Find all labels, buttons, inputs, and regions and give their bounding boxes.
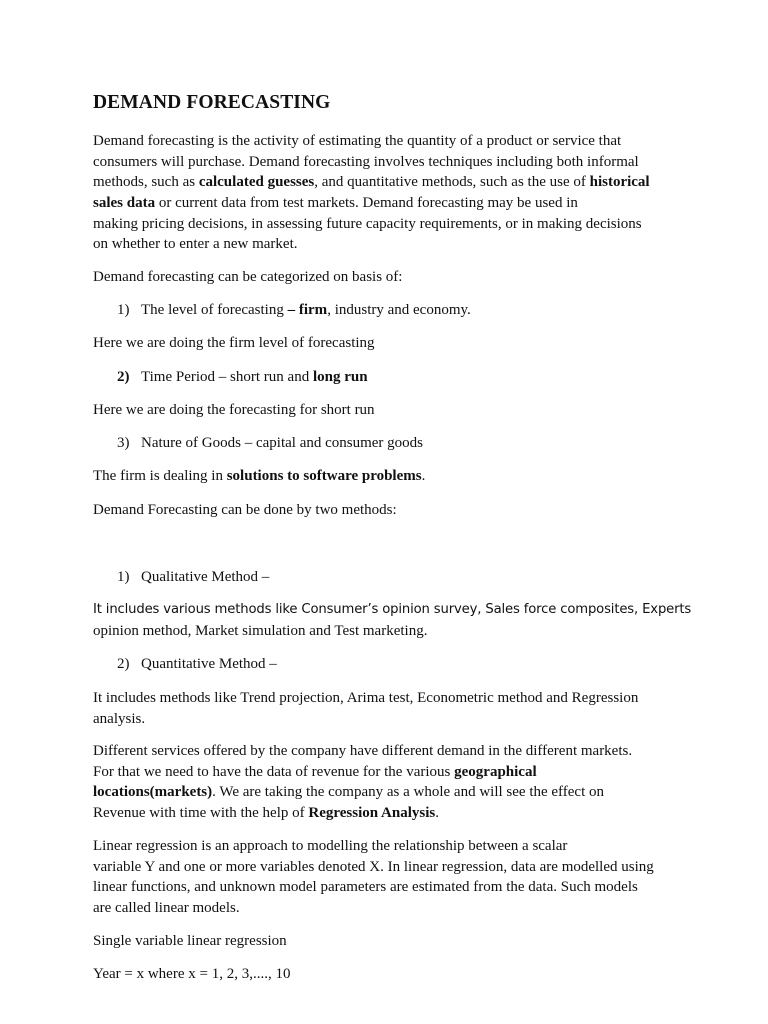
basis-item: 2) Time Period – short run and long run bbox=[117, 369, 368, 385]
text-line: variable Y and one or more variables denoted X. In linear regression, data are modelled using bbox=[93, 858, 654, 875]
text-line: Linear regression is an approach to modelling the relationship between a scalar bbox=[93, 838, 568, 854]
text-line: sales data or current data from test markets. Demand forecasting may be used in bbox=[93, 195, 578, 212]
text-line: locations(markets). We are taking the company as a whole and will see the effect on bbox=[93, 784, 605, 801]
quantitative-paragraph bbox=[93, 688, 683, 729]
bold-term: calculated guesses bbox=[198, 174, 315, 191]
linear-regression-paragraph bbox=[93, 836, 683, 919]
firm-level-paragraph: Here we are doing the firm level of forecasting bbox=[93, 335, 375, 351]
bold-term: Regression Analysis bbox=[308, 805, 436, 822]
text-line: It includes various methods like Consumer’s opinion survey, Sales force composites, Experts bbox=[93, 602, 692, 617]
bold-term: historical bbox=[589, 174, 650, 191]
qualitative-paragraph bbox=[93, 600, 692, 641]
method-item: 1) Qualitative Method – bbox=[117, 569, 270, 585]
intro-paragraph bbox=[93, 131, 683, 255]
text-line: methods, such as calculated guesses, and quantitative methods, such as the use of historical bbox=[93, 174, 650, 191]
categorized-paragraph: Demand forecasting can be categorized on basis of: bbox=[93, 269, 403, 285]
text-line: making pricing decisions, in assessing future capacity requirements, or in making decisions bbox=[93, 215, 642, 232]
page-title: DEMAND FORECASTING bbox=[93, 92, 331, 113]
services-paragraph bbox=[93, 741, 683, 824]
text-line: Demand forecasting is the activity of estimating the quantity of a product or service that bbox=[93, 133, 622, 149]
text-line: analysis. bbox=[93, 710, 146, 727]
year-definition: Year = x where x = 1, 2, 3,...., 10 bbox=[93, 966, 291, 982]
text-line: Revenue with time with the help of Regression Analysis. bbox=[93, 805, 439, 822]
text-line: Different services offered by the company have different demand in the different markets. bbox=[93, 743, 633, 759]
text-line: opinion method, Market simulation and Test marketing. bbox=[93, 622, 428, 639]
bold-term: solutions to software problems bbox=[226, 468, 422, 484]
firm-dealing-paragraph: The firm is dealing in solutions to software problems. bbox=[93, 468, 426, 484]
two-methods-paragraph: Demand Forecasting can be done by two methods: bbox=[93, 502, 397, 518]
text-line: linear functions, and unknown model parameters are estimated from the data. Such models bbox=[93, 879, 638, 896]
basis-item: 1) The level of forecasting – firm, industry and economy. bbox=[117, 302, 471, 318]
text-line: consumers will purchase. Demand forecasting involves techniques including both informal bbox=[93, 153, 639, 170]
text-line: It includes methods like Trend projection, Arima test, Econometric method and Regression bbox=[93, 690, 639, 706]
single-variable-heading: Single variable linear regression bbox=[93, 933, 287, 949]
basis-item: 3) Nature of Goods – capital and consumer goods bbox=[117, 435, 424, 451]
text-line: For that we need to have the data of revenue for the various geographical bbox=[93, 763, 537, 780]
bold-term: geographical bbox=[454, 763, 537, 780]
bold-term: sales data bbox=[93, 195, 156, 212]
text-line: on whether to enter a new market. bbox=[93, 236, 298, 253]
text-line: are called linear models. bbox=[93, 900, 240, 917]
method-item: 2) Quantitative Method – bbox=[117, 656, 277, 672]
short-run-paragraph: Here we are doing the forecasting for short run bbox=[93, 402, 375, 418]
bold-term: locations(markets) bbox=[93, 784, 213, 801]
